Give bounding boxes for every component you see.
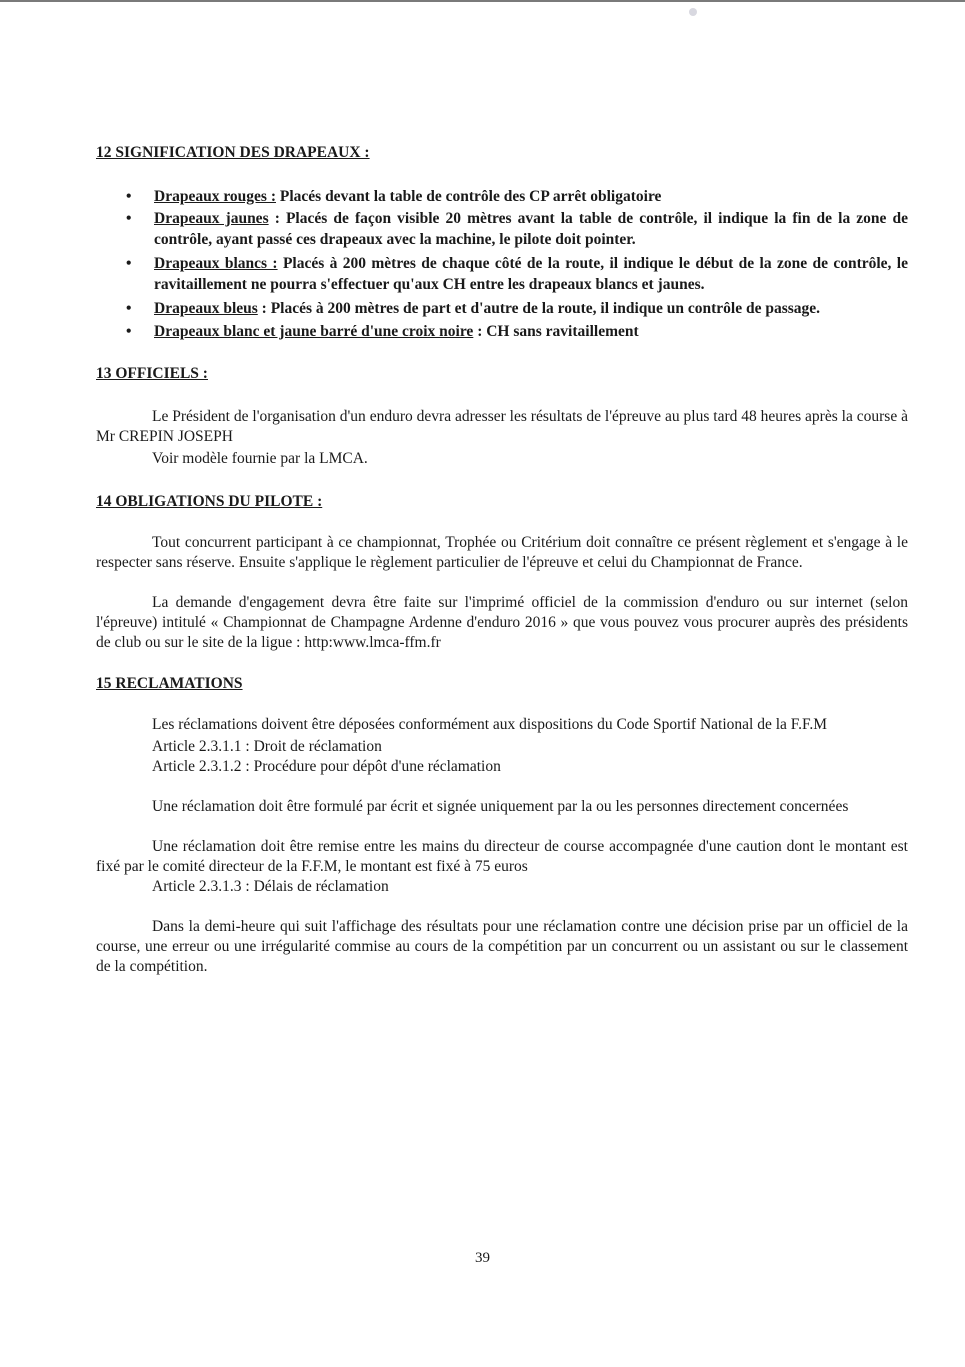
list-item-term: Drapeaux rouges : (154, 188, 276, 205)
bullet-icon: • (126, 209, 132, 227)
flags-list (96, 186, 908, 343)
top-border (0, 0, 965, 2)
section13-note: Voir modèle fournie par la LMCA. (152, 449, 368, 467)
section13-heading: 13 OFFICIELS : (96, 364, 208, 382)
list-item (96, 321, 908, 343)
list-item-text: : Placés de façon visible 20 mètres avant la table de contrôle, il indique la fin de la zone de contrôle, ayant passé ces drapeaux avec la machine, le pilote doit pointer. (154, 209, 908, 248)
section13-paragraph: Le Président de l'organisation d'un enduro devra adresser les résultats de l'épreuve au plus tard 48 heures après la course à Mr CREPIN JOSEPH (96, 407, 908, 445)
section15-paragraph-4: Dans la demi-heure qui suit l'affichage des résultats pour une réclamation contre une décision prise par un officiel de la course, une erreur ou une irrégularité commise au cours de la compétition par un concurrent ou un assistant ou sur le classement de la compétition. (96, 917, 908, 975)
list-item-term: Drapeaux blancs : (154, 254, 278, 272)
bullet-icon: • (126, 254, 132, 272)
section12-heading: 12 SIGNIFICATION DES DRAPEAUX : (96, 144, 370, 161)
list-item-text: Placés à 200 mètres de chaque côté de la route, il indique le début de la zone de contrôle, le ravitaillement ne pourra s'effectuer qu'aux CH entre les drapeaux blancs et jaunes. (154, 254, 908, 293)
bullet-icon: • (126, 299, 132, 317)
list-item (96, 298, 908, 320)
list-item (96, 208, 908, 251)
section15-article-1: Article 2.3.1.1 : Droit de réclamation (152, 737, 382, 755)
bullet-icon: • (126, 188, 132, 205)
list-item-term: Drapeaux blanc et jaune barré d'une croix noire (154, 323, 474, 340)
section14-paragraph-1: Tout concurrent participant à ce championnat, Trophée ou Critérium doit connaître ce présent règlement et s'engage à le respecter sans réserve. Ensuite s'applique le règlement particulier de l'épreuve et celui du Championnat de France. (96, 533, 908, 571)
list-item-term: Drapeaux bleus (154, 299, 258, 317)
list-item (96, 186, 908, 208)
section15-article-3: Article 2.3.1.3 : Délais de réclamation (152, 877, 389, 895)
list-item-text: Placés devant la table de contrôle des CP arrêt obligatoire (276, 188, 662, 205)
section15-paragraph-2: Une réclamation doit être formulé par écrit et signée uniquement par la ou les personnes directement concernées (152, 797, 849, 815)
list-item-text: : Placés à 200 mètres de part et d'autre de la route, il indique un contrôle de passage. (257, 299, 821, 317)
bullet-icon: • (126, 323, 132, 340)
list-item-term: Drapeaux jaunes (154, 209, 269, 227)
section14-paragraph-2: La demande d'engagement devra être faite sur l'imprimé officiel de la commission d'enduro ou sur internet (selon l'épreuve) intitulé « Championnat de Champagne Ardenne d'enduro 2016 » que vous pouvez vous procurer auprès des présidents de club ou sur le site de la ligue : http:www.lmca-ffm.fr (96, 593, 908, 651)
document-page (96, 142, 908, 977)
section15-heading: 15 RECLAMATIONS (96, 674, 243, 692)
list-item-text: : CH sans ravitaillement (473, 323, 639, 340)
section15-paragraph-1: Les réclamations doivent être déposées conformément aux dispositions du Code Sportif National de la F.F.M (152, 715, 828, 733)
scan-speck (689, 8, 697, 16)
page-number: 39 (475, 1250, 490, 1266)
section14-heading: 14 OBLIGATIONS DU PILOTE : (96, 492, 323, 510)
section15-paragraph-3: Une réclamation doit être remise entre les mains du directeur de course accompagnée d'une caution dont le montant est fixé par le comité directeur de la F.F.M, le montant est fixé à 75 euros (96, 837, 908, 875)
list-item (96, 253, 908, 296)
section15-article-2: Article 2.3.1.2 : Procédure pour dépôt d'une réclamation (152, 757, 501, 775)
